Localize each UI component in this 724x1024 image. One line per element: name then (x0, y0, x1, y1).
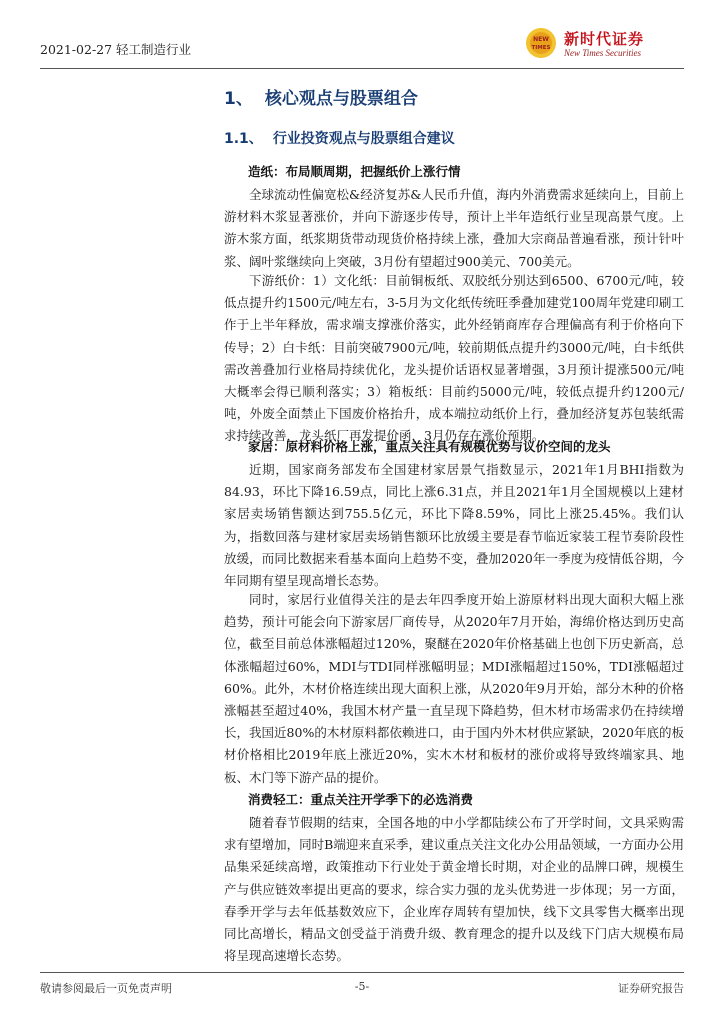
page-footer (40, 980, 684, 1000)
subsection-heading (224, 128, 455, 148)
home-paragraph-1: 近期，国家商务部发布全国建材家居景气指数显示，2021年1月BHI指数为84.93，环比下降16.59点，同比上涨6.31点，并且2021年1月全国规模以上建材家居卖场销售额达到755.5亿元，环比下降8.59%，同比上涨25.45%。我们认为，指数回落与建材家居卖场销售额环比放缓主要是春节临近家装工程节奏阶段性放缓，而同比数据来看基本面向上趋势不变，叠加2020年一季度为疫情低谷期，今年同期有望呈现高增长态势。 (224, 462, 684, 589)
logo-chinese-name: 新时代证券 (564, 30, 645, 48)
paper-paragraph-2: 下游纸价：1）文化纸：目前铜板纸、双胶纸分别达到6500、6700元/吨，较低点提升约1500元/吨左右，3-5月为文化纸传统旺季叠加建党100周年党建印刷工作于上半年释放，需求端支撑涨价落实，此外经销商库存合理偏高有利于价格向下传导；2）白卡纸：目前突破7900元/吨，较前期低点提升约3000元/吨，白卡纸供需改善叠加行业格局持续优化，龙头提价话语权显著增强，3月预计提涨500元/吨大概率会得已顺利落实；3）箱板纸：目前约5000元/吨，较低点提升约1200元/吨，外废全面禁止下国废价格抬升，成本端拉动纸价上行，叠加经济复苏包装纸需求持续改善，龙头纸厂再发提价函，3月仍存在涨价预期。 (224, 273, 684, 444)
consumer-paragraph-1: 随着春节假期的结束，全国各地的中小学都陆续公布了开学时间，文具采购需求有望增加，同时B端迎来直采季，建议重点关注文化办公用品领域，一方面办公用品集采延续高增，政策推动下行业处于黄金增长时期，对企业的品牌口碑，规模生产与供应链效率提出更高的要求，综合实力强的龙头优势进一步体现；另一方面，春季开学与去年低基数效应下，企业库存周转有望加快，线下文具零售大概率出现同比高增长，精品文创受益于消费升级、教育理念的提升以及线下门店大规模布局将呈现高速增长态势。 (224, 815, 684, 964)
subsection-title: 行业投资观点与股票组合建议 (272, 131, 455, 147)
logo-english-name: New Times Securities (564, 48, 641, 58)
paper-paragraph-1: 全球流动性偏宽松&经济复苏&人民币升值，海内外消费需求延续向上，目前上游材料木浆显著涨价，并向下游逐步传导，预计上半年造纸行业呈现高景气度。上游木浆方面，纸浆期货带动现货价格持续上涨，叠加大宗商品普遍看涨，预计针叶浆、阔叶浆继续向上突破，3月份有望超过900美元、700美元。 (224, 187, 684, 269)
footer-divider (40, 972, 684, 973)
subsection-number: 1.1、 (224, 131, 263, 147)
header-divider (40, 68, 684, 69)
page-number: -5- (354, 980, 370, 993)
home-paragraph-2: 同时，家居行业值得关注的是去年四季度开始上游原材料出现大面积大幅上涨趋势，预计可能会向下游家居厂商传导，从2020年7月开始，海绵价格达到历史高位，截至目前总体涨幅超过120%，聚醚在2020年价格基础上也创下历史新高，总体涨幅超过60%，MDI与TDI同样涨幅明显；MDI涨幅超过150%，TDI涨幅超过60%。此外，木材价格连续出现大面积上涨，从2020年9月开始，部分木种的价格涨幅甚至超过40%，我国木材产量一直呈现下降趋势，但木材市场需求仍在持续增长，我国近80%的木材原料都依赖进口，由于国内外木材供应紧缺，2020年底的板材价格相比2019年底上涨近20%，实木木材和板材的涨价或将导致终端家具、地板、木门等下游产品的提价。 (224, 592, 684, 785)
footer-report-type: 证券研究报告 (618, 982, 684, 995)
section-number: 1、 (224, 89, 253, 109)
company-logo (524, 22, 684, 66)
svg-text:NEW: NEW (533, 36, 549, 43)
section-heading (224, 84, 418, 109)
consumer-subheading: 消费轻工：重点关注开学季下的必选消费 (248, 792, 474, 807)
logo-emblem-icon (524, 26, 558, 60)
section-title: 核心观点与股票组合 (264, 89, 418, 109)
home-subheading: 家居：原材料价格上涨，重点关注具有规模优势与议价空间的龙头 (248, 439, 611, 454)
page-header (40, 22, 684, 68)
header-date-sector: 2021-02-27 轻工制造行业 (40, 42, 192, 57)
svg-text:TIMES: TIMES (531, 45, 551, 51)
paper-subheading: 造纸：布局顺周期，把握纸价上涨行情 (248, 164, 461, 179)
footer-disclaimer-note: 敬请参阅最后一页免责声明 (40, 982, 172, 995)
